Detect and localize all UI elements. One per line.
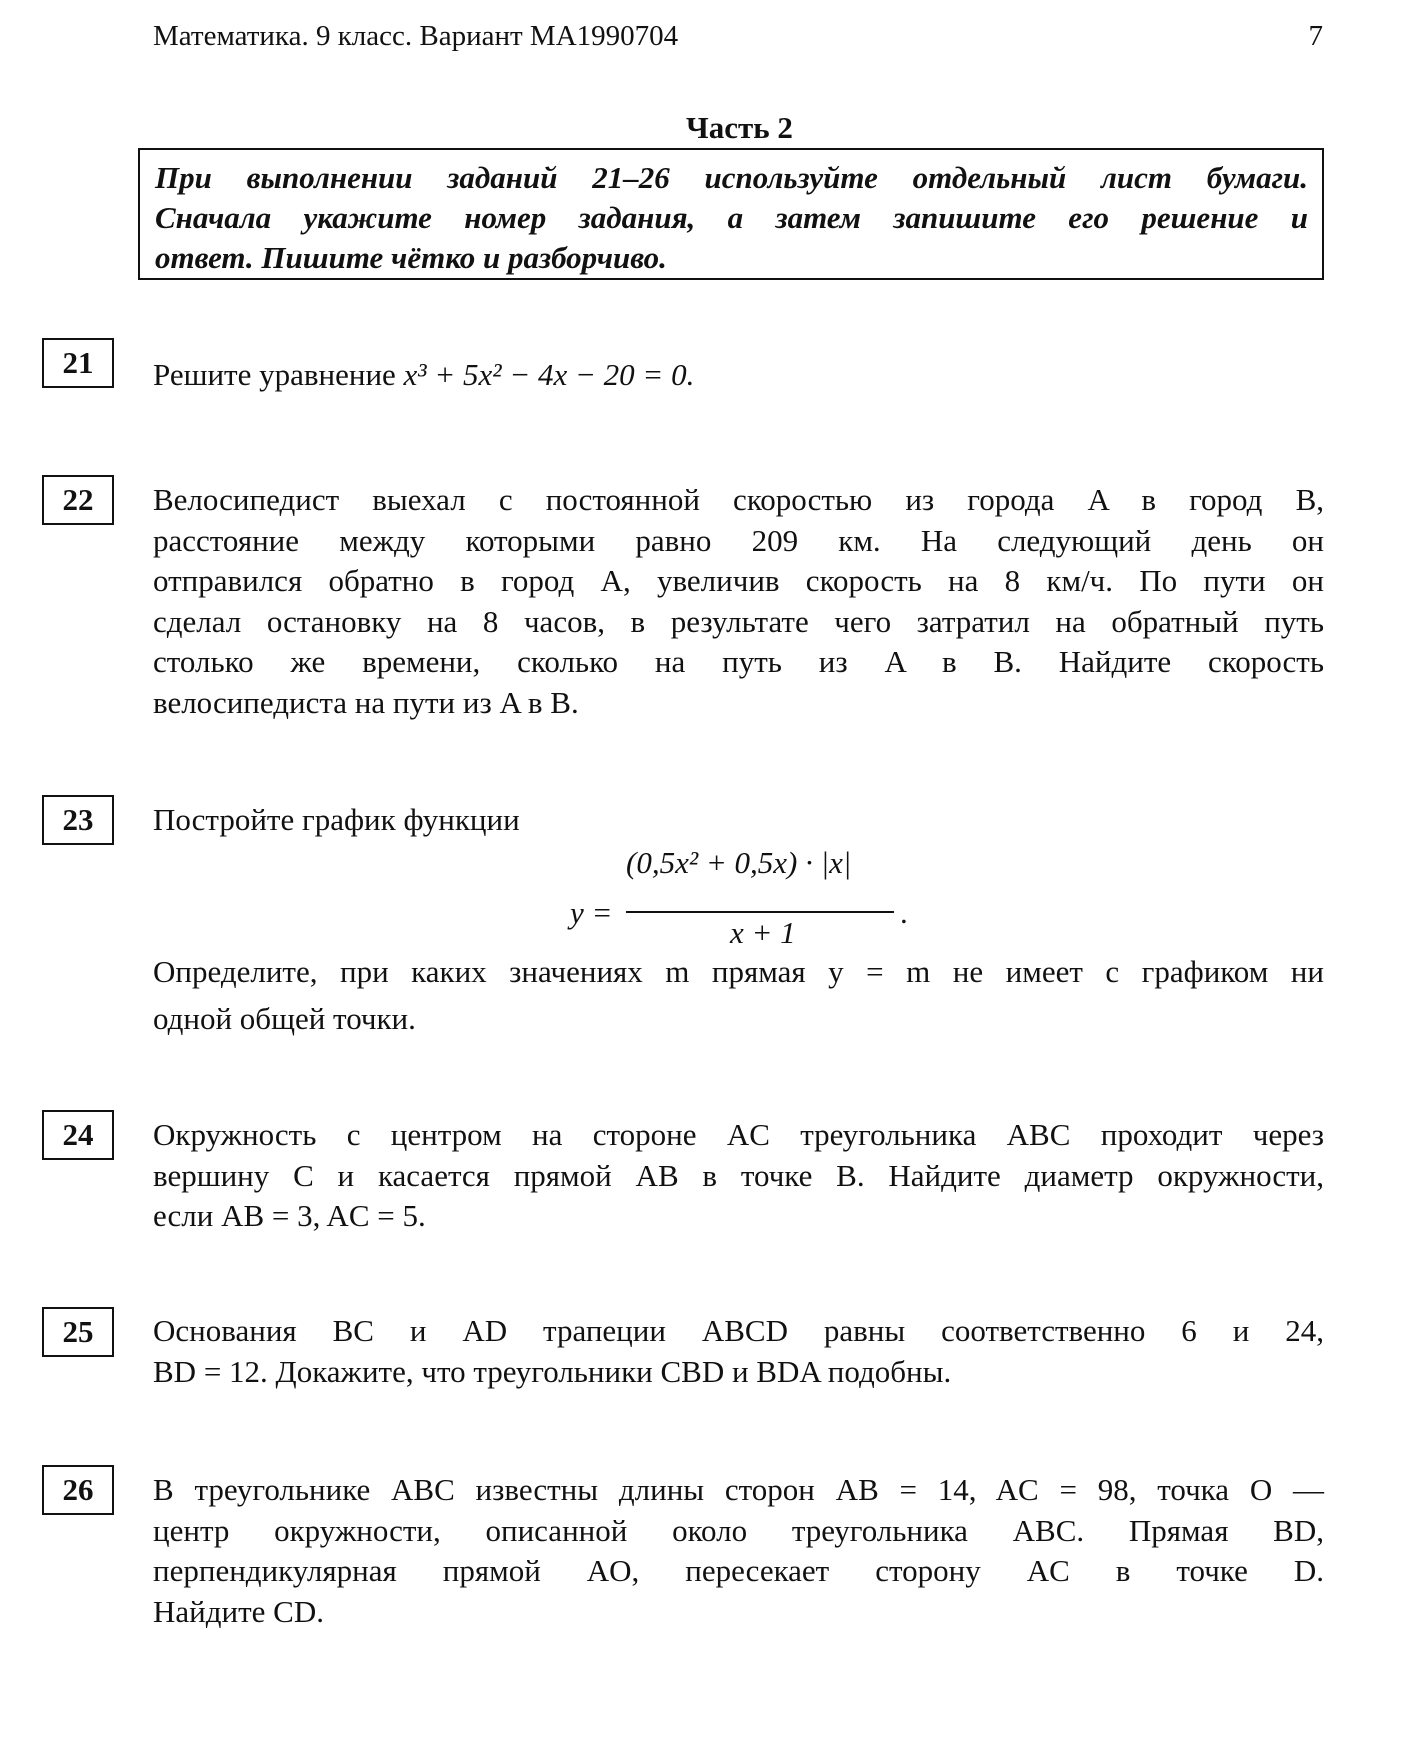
task-21-equation: x³ + 5x² − 4x − 20 = 0. (403, 357, 695, 392)
task-23-intro: Постройте график функции (153, 802, 520, 837)
task-25-line: BD = 12. Докажите, что треугольники CBD и BDA подобны. (153, 1353, 952, 1389)
task-25 (153, 1311, 1324, 1392)
task-number-26: 26 (42, 1465, 114, 1515)
task-22-line: велосипедиста на пути из A в B. (153, 684, 579, 720)
instructions-box (138, 148, 1324, 280)
task-24-line: если AB = 3, AC = 5. (153, 1198, 426, 1233)
task-23-line: одной общей точки. (153, 1000, 416, 1036)
task-21 (153, 355, 1324, 396)
task-number-22: 22 (42, 475, 114, 525)
formula-end: . (900, 895, 908, 930)
task-24 (153, 1115, 1324, 1237)
task-24-line: Окружность с центром на стороне AC треугольника ABC проходит через (153, 1117, 1324, 1152)
task-22-line: Велосипедист выехал с постоянной скоростью из города A в город B, (153, 482, 1324, 517)
task-number-23: 23 (42, 795, 114, 845)
task-26-line: центр окружности, описанной около треугольника ABC. Прямая BD, (153, 1512, 1324, 1548)
task-23-formula (570, 845, 930, 955)
task-number-24: 24 (42, 1110, 114, 1160)
task-22 (153, 480, 1324, 723)
formula-lhs: y = (570, 895, 613, 930)
task-22-line: расстояние между которыми равно 209 км. На следующий день он (153, 522, 1324, 558)
task-21-text: Решите уравнение (153, 357, 396, 392)
instructions-line-3: ответ. Пишите чётко и разборчиво. (155, 240, 667, 275)
task-22-line: сделал остановку на 8 часов, в результате чего затратил на обратный путь (153, 603, 1324, 639)
fraction-bar (626, 911, 894, 913)
task-25-line: Основания BC и AD трапеции ABCD равны соответственно 6 и 24, (153, 1313, 1324, 1348)
instructions-line-2: Сначала укажите номер задания, а затем запишите его решение и (155, 200, 1308, 235)
task-22-line: столько же времени, сколько на путь из A в B. Найдите скорость (153, 644, 1324, 679)
task-23-line: Определите, при каких значениях m прямая y = m не имеет с графиком ни (153, 954, 1324, 989)
task-number-25: 25 (42, 1307, 114, 1357)
task-24-line: вершину C и касается прямой AB в точке B. Найдите диаметр окружности, (153, 1157, 1324, 1193)
task-26 (153, 1470, 1324, 1632)
part-title: Часть 2 (686, 110, 793, 145)
page-number: 7 (1308, 20, 1323, 52)
task-number-21: 21 (42, 338, 114, 388)
task-26-line: Найдите CD. (153, 1593, 324, 1629)
formula-numerator: (0,5x² + 0,5x) · |x| (626, 845, 852, 880)
formula-denominator: x + 1 (730, 915, 796, 950)
task-26-line: перпендикулярная прямой AO, пересекает сторону AC в точке D. (153, 1553, 1324, 1588)
page-header-title: Математика. 9 класс. Вариант МА1990704 (153, 20, 679, 52)
task-22-line: отправился обратно в город A, увеличив скорость на 8 км/ч. По пути он (153, 563, 1324, 598)
task-26-line: В треугольнике ABC известны длины сторон AB = 14, AC = 98, точка O — (153, 1472, 1324, 1507)
task-23-question (153, 952, 1324, 1039)
instructions-line-1: При выполнении заданий 21–26 используйте отдельный лист бумаги. (155, 160, 1308, 195)
